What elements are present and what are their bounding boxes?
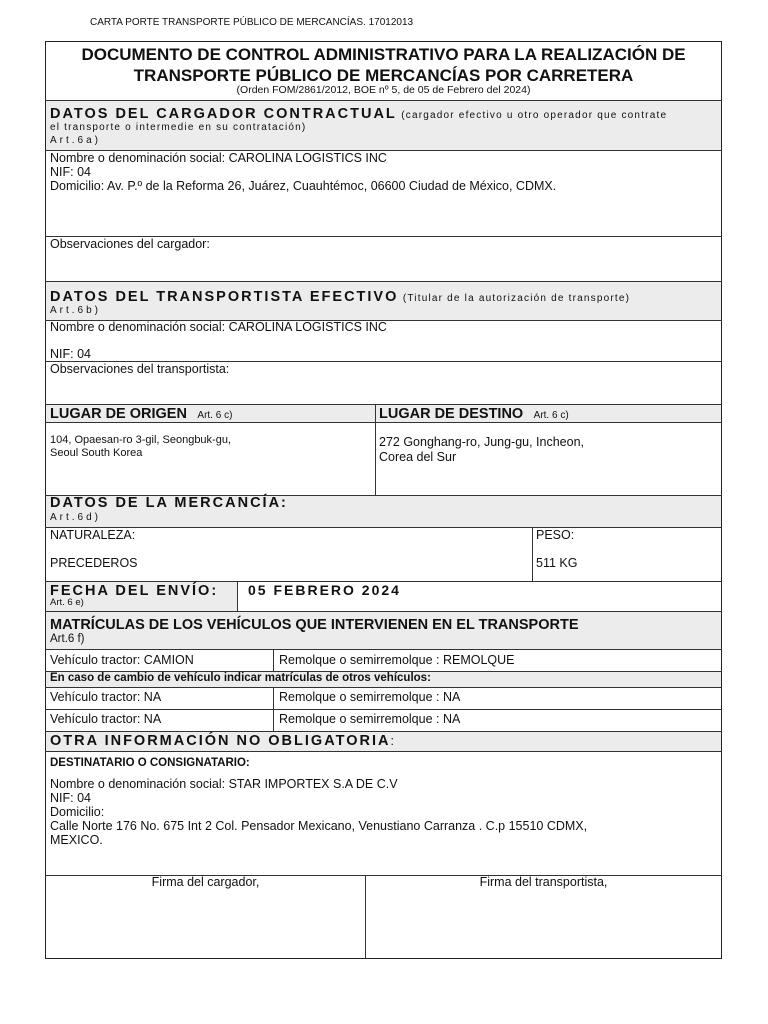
destino-line1: 272 Gonghang-ro, Jung-gu, Incheon,	[379, 435, 585, 449]
cargador-nif: NIF: 04	[50, 165, 91, 179]
firma-transportista: Firma del transportista,	[479, 875, 608, 889]
origen-article: Art. 6 c)	[197, 410, 233, 421]
firma-cargador: Firma del cargador,	[151, 875, 260, 889]
rule	[45, 527, 722, 528]
mercancia-heading: DATOS DE LA MERCANCÍA:	[50, 495, 288, 511]
transportista-heading-note: (Titular de la autorización de transporte)	[402, 293, 631, 304]
rule	[273, 649, 274, 671]
destinatario-domicilio-label: Domicilio:	[50, 805, 105, 819]
rule	[273, 687, 274, 731]
transportista-heading: DATOS DEL TRANSPORTISTA EFECTIVO	[50, 289, 399, 305]
page-title: DOCUMENTO DE CONTROL ADMINISTRATIVO PARA LA REALIZACIÓN DE	[81, 45, 686, 64]
transportista-heading-line	[50, 288, 630, 306]
rule	[45, 281, 722, 282]
rule	[45, 649, 722, 650]
transportista-nif: NIF: 04	[50, 347, 91, 361]
order-reference: (Orden FOM/2861/2012, BOE nº 5, de 05 de Febrero del 2024)	[236, 84, 531, 96]
page-title-line2: TRANSPORTE PÚBLICO DE MERCANCÍAS POR CARRETERA	[133, 66, 634, 85]
transportista-observaciones: Observaciones del transportista:	[50, 362, 230, 376]
otra-heading-line	[50, 732, 394, 750]
envio-label: FECHA DEL ENVÍO:	[50, 583, 219, 599]
destinatario-domicilio-line1: Calle Norte 176 No. 675 Int 2 Col. Pensador Mexicano, Venustiano Carranza . C.p 15510 CDMX,	[50, 819, 588, 833]
matriculas-article: Art.6 f)	[50, 633, 85, 645]
destino-line2: Corea del Sur	[379, 450, 457, 464]
cargador-observaciones: Observaciones del cargador:	[50, 237, 210, 251]
tractor-1: Vehículo tractor: CAMION	[50, 653, 194, 667]
otra-heading: OTRA INFORMACIÓN NO OBLIGATORIA	[50, 733, 391, 749]
peso-value: 511 KG	[536, 556, 578, 570]
origen-line1: 104, Opaesan-ro 3-gil, Seongbuk-gu,	[50, 434, 232, 446]
naturaleza-label: NATURALEZA:	[50, 528, 136, 542]
naturaleza-value: PRECEDEROS	[50, 556, 138, 570]
origen-heading-line	[50, 405, 232, 423]
peso-label: PESO:	[536, 528, 575, 542]
otra-heading-colon: :	[390, 734, 394, 748]
envio-article: Art. 6 e)	[50, 597, 84, 608]
destinatario-nombre: Nombre o denominación social: STAR IMPORTEX S.A DE C.V	[50, 777, 398, 791]
matriculas-heading: MATRÍCULAS DE LOS VEHÍCULOS QUE INTERVIENEN EN EL TRANSPORTE	[50, 617, 579, 633]
destinatario-nif: NIF: 04	[50, 791, 91, 805]
remolque-1: Remolque o semirremolque : REMOLQUE	[279, 653, 515, 667]
tractor-2: Vehículo tractor: NA	[50, 690, 162, 704]
rule	[45, 751, 722, 752]
rule	[45, 709, 722, 710]
cargador-article: Art.6a)	[50, 135, 102, 146]
destinatario-heading: DESTINATARIO O CONSIGNATARIO:	[50, 757, 250, 769]
envio-date: 05 FEBRERO 2024	[248, 582, 401, 598]
transportista-nombre: Nombre o denominación social: CAROLINA LOGISTICS INC	[50, 320, 387, 334]
rule	[532, 527, 533, 581]
cargador-nombre: Nombre o denominación social: CAROLINA LOGISTICS INC	[50, 151, 387, 165]
rule	[237, 581, 238, 611]
remolque-3: Remolque o semirremolque : NA	[279, 712, 461, 726]
cargador-heading: DATOS DEL CARGADOR CONTRACTUAL	[50, 106, 397, 122]
rule	[45, 687, 722, 688]
origen-line2: Seoul South Korea	[50, 447, 143, 459]
cargador-heading-line	[50, 105, 667, 123]
destino-heading: LUGAR DE DESTINO	[379, 406, 524, 422]
destinatario-domicilio-line2: MEXICO.	[50, 833, 103, 847]
document-header: CARTA PORTE TRANSPORTE PÚBLICO DE MERCANCÍAS. 17012013	[90, 17, 414, 28]
tractor-3: Vehículo tractor: NA	[50, 712, 162, 726]
rule	[375, 404, 376, 495]
rule	[45, 100, 722, 101]
cargador-heading-note: (cargador efectivo u otro operador que contrate	[401, 110, 668, 121]
cargador-heading-note-2: el transporte o intermedie en su contratación)	[50, 122, 307, 133]
destino-article: Art. 6 c)	[533, 410, 569, 421]
destino-heading-line	[379, 405, 569, 423]
rule	[45, 611, 722, 612]
cargador-domicilio: Domicilio: Av. P.º de la Reforma 26, Juárez, Cuauhtémoc, 06600 Ciudad de México, CDMX.	[50, 179, 557, 193]
cambio-note: En caso de cambio de vehículo indicar matrículas de otros vehículos:	[50, 672, 431, 684]
origen-heading: LUGAR DE ORIGEN	[50, 406, 187, 422]
mercancia-article: Art.6d)	[50, 512, 102, 523]
remolque-2: Remolque o semirremolque : NA	[279, 690, 461, 704]
transportista-article: Art.6b)	[50, 305, 102, 316]
